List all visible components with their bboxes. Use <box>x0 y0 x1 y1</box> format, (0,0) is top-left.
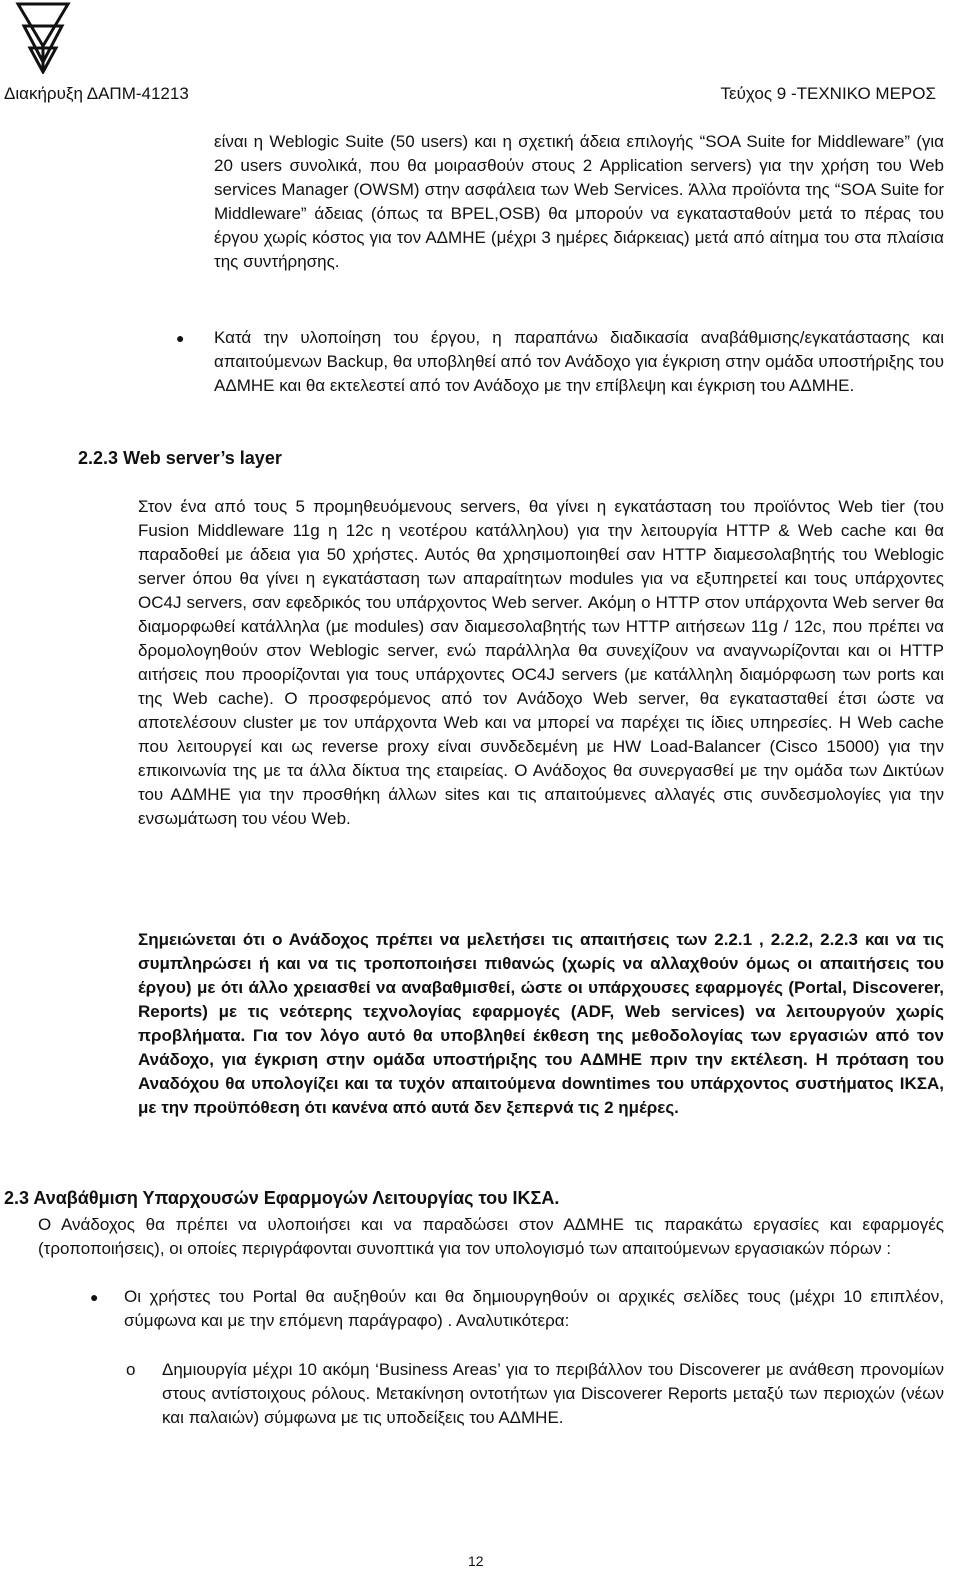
section-heading-2-2-3 <box>78 448 282 469</box>
volume-title: Τεύχος 9 -ΤΕΧΝΙΚΟ ΜΕΡΟΣ <box>720 84 936 103</box>
paragraph-requirements-note: Σημειώνεται ότι ο Ανάδοχος πρέπει να μελετήσει τις απαιτήσεις των 2.2.1 , 2.2.2, 2.2.3 και να τις συμπληρώσει ή και να τις τροποποιήσει πιθανώς (χωρίς να αλλαχθούν όμως οι απαιτήσεις του έργου) με ότι άλλο χρειασθεί να αναβαθμισθεί, ώστε οι υπάρχουσες εφαρμογές (Portal, Discoverer, Reports) με τις νεότερης τεχνολογίας εφαρμογές (ADF, Web services) να λειτουργούν χωρίς προβλήματα. Για τον λόγο αυτό θα υποβληθεί έκθεση της μεθοδολογίας των εργασιών από τον Ανάδοχο, για έγκριση στην ομάδα υποστήριξης του ΑΔΜΗΕ πριν την εκτέλεση. Η πρόταση του Αναδόχου θα υπολογίζει και τα τυχόν απαιτούμενα downtimes του υπάρχοντος συστήματος ΙΚΣΑ, με την προϋπόθεση ότι κανένα από αυτά δεν ξεπερνά τις 2 ημέρες. <box>138 930 944 1117</box>
page-number: 12 <box>468 1553 484 1569</box>
section-number: 2.2.3 <box>78 448 119 468</box>
bullet-marker: ● <box>176 330 185 346</box>
subbullet-marker: o <box>126 1360 136 1379</box>
bullet-marker: ● <box>90 1289 99 1305</box>
paragraph-section-intro: Ο Ανάδοχος θα πρέπει να υλοποιήσει και να παραδώσει στον ΑΔΜΗΕ τις παρακάτω εργασίες και εφαρμογές (τροποποιήσεις), οι οποίες περιγράφονται συνοπτικά για τον υπολογισμό των απαιτούμενων εργασιακών πόρων : <box>38 1215 944 1258</box>
paragraph-weblogic-suite: είναι η Weblogic Suite (50 users) και η σχετική άδεια επιλογής “SOA Suite for Middleware” (για 20 users συνολικά, που θα μοιρασθούν στους 2 Application servers) για την χρήση του Web services Manager (OWSM) στην ασφάλεια των Web Services. Άλλα προϊόντα της “SOA Suite for Middleware” άδειας (όπως τα BPEL,OSB) θα μπορούν να εγκατασταθούν μετά το πέρας του έργου χωρίς κόστος για τον ΑΔΜΗΕ (μέχρι 3 ημέρες διάρκειας) μετά από αίτημα του στα πλαίσια της συντήρησης. <box>214 132 944 271</box>
bullet-upgrade-procedure: Κατά την υλοποίηση του έργου, η παραπάνω διαδικασία αναβάθμισης/εγκατάστασης και απαιτούμενων Backup, θα υποβληθεί από τον Ανάδοχο για έγκριση στην ομάδα υποστήριξης του ΑΔΜΗΕ και θα εκτελεστεί από τον Ανάδοχο με την επίβλεψη και έγκριση του ΑΔΜΗΕ. <box>214 328 944 395</box>
section-title: Web server’s layer <box>123 448 282 468</box>
section-heading-2-3 <box>4 1188 559 1209</box>
organization-logo-icon <box>14 0 72 74</box>
section-title: Αναβάθμιση Υπαρχουσών Εφαρμογών Λειτουργίας του ΙΚΣΑ. <box>33 1188 560 1208</box>
document-reference: Διακήρυξη ΔΑΠΜ-41213 <box>4 84 189 103</box>
paragraph-web-tier: Στον ένα από τους 5 προμηθευόμενους servers, θα γίνει η εγκατάσταση του προϊόντος Web tier (του Fusion Middleware 11g η 12c η νεοτέρου κατάλληλου) για την λειτουργία HTTP & Web cache και θα παραδοθεί με άδεια για 50 χρήστες. Αυτός θα χρησιμοποιηθεί σαν HTTP διαμεσολαβητής του Weblogic server όπου θα γίνει η εγκατάσταση των απαραίτητων modules για να εξυπηρετεί και τους υπάρχοντες OC4J servers, σαν εφεδρικός του υπάρχοντος Web server. Ακόμη ο HTTP στον υπάρχοντα Web server θα διαμορφωθεί κατάλληλα (με modules) σαν διαμεσολαβητής των HTTP αιτήσεων 11g / 12c, που πρέπει να δρομολογηθούν στον Weblogic server, ενώ παράλληλα θα συνεχίζουν να αναγνωρίζονται και οι HTTP αιτήσεις που προορίζονται για τους υπάρχοντες OC4J servers (με κατάλληλη διαμόρφωση των ports και της Web cache). Ο προσφερόμενος από τον Ανάδοχο Web server, θα εγκατασταθεί έτσι ώστε να αποτελέσουν cluster με τον υπάρχοντα Web και να μπορεί να παρέχει τις ίδιες υπηρεσίες. Η Web cache που λειτουργεί και ως reverse proxy είναι συνδεδεμένη με HW Load-Balancer (Cisco 15000) για την επικοινωνία της με τα άλλα δίκτυα της εταιρείας. Ο Ανάδοχος θα συνεργασθεί με την ομάδα των Δικτύων του ΑΔΜΗΕ για την προσθήκη άλλων sites και τις απαιτούμενες αλλαγές στις συνδεσμολογίες για την ενσωμάτωση του νέου Web. <box>138 497 944 828</box>
subbullet-business-areas: Δημιουργία μέχρι 10 ακόμη ‘Business Areas’ για το περιβάλλον του Discoverer με ανάθεση προνομίων στους αντίστοιχους ρόλους. Μετακίνηση οντοτήτων για Discoverer Reports μεταξύ των περιοχών (νέων και παλαιών) σύμφωνα με τις υποδείξεις του ΑΔΜΗΕ. <box>162 1360 944 1427</box>
section-number: 2.3 <box>4 1188 30 1208</box>
bullet-portal-users: Οι χρήστες του Portal θα αυξηθούν και θα δημιουργηθούν οι αρχικές σελίδες τους (μέχρι 10 επιπλέον, σύμφωνα και με την επόμενη παράγραφο) . Αναλυτικότερα: <box>124 1287 944 1330</box>
